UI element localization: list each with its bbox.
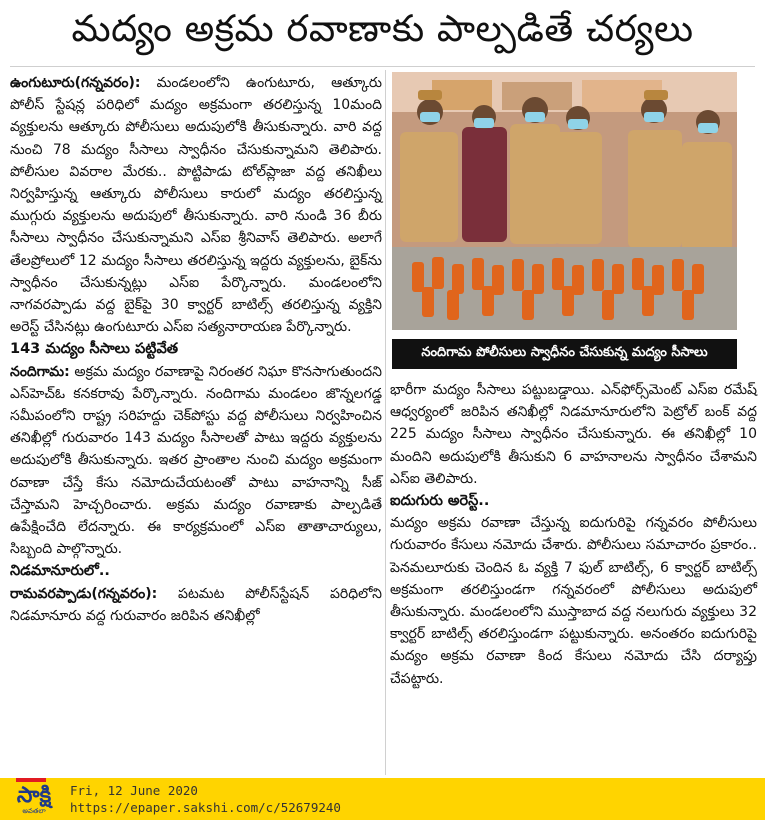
paragraph-gannavaram: మద్యం అక్రమ రవాణా చేస్తున్న ఐదుగురిపై గన్నవరం పోలీసులు గురువారం కేసులు నమోదు చేశారు. పోలీసులు సమాచారం ప్రకారం.. పెనమలూరుకు చెందిన ఓ వ్యక్తి 7 ఫుల్ బాటిల్స్, 6 క్వార్టర్ బాటిల్స్ అక్రమంగా తరలిస్తుండగా గన్నవరంలో పోలీసులు అదుపులో తీసుకున్నారు. మండలంలోని ముస్తాబాద వద్ద నలుగురు వ్యక్తులు 32 క్వార్టర్ బాటిల్స్ తరలిస్తుండగా పట్టుకున్నారు. అనంతరం ఐదుగురిపై మద్యం అక్రమ రవాణా కింద కేసులు నమోదు చేసి దర్యాప్తు చేపట్టారు. bbox=[390, 515, 757, 687]
body-nandigama: అక్రమ మద్యం రవాణాపై నిరంతర నిఘా కొనసాగుతుందని ఎస్‌హెచ్‌ఓ కనకరావు పేర్కొన్నారు. నందిగామ మండలం జొన్నలగడ్డ సమీపంలోని రాష్ట్ర సరిహద్దు చెక్‌పోస్టు వద్ద పోలీసులు నిర్వహించిన తనిఖీల్లో గురువారం 143 మద్యం సీసాలతో పాటు ఇద్దరు వ్యక్తులను అదుపులోకి తీసుకున్నారు. ఇతర ప్రాంతాల నుంచి మద్యం అక్రమంగా రవాణా చేస్తే కేసు నమోదుచేయటంతో పాటు వాహనాన్ని సీజ్ చేస్తామని హెచ్చరించారు. అక్రమ మద్యం రవాణాకు పాల్పడితే ఉపేక్షించేది లేదన్నారు. ఈ కార్యక్రమంలో ఎస్ఐ తాతాచార్యులు, సిబ్బంది పాల్గొన్నారు. bbox=[10, 363, 382, 558]
body-ramavarappadu: పటమట పోలీస్‌స్టేషన్ పరిధిలోని నిడమానూరు వద్ద గురువారం జరిపిన తనిఖీల్లో bbox=[10, 585, 382, 624]
epaper-link[interactable]: https://epaper.sakshi.com/c/52679240 bbox=[70, 800, 341, 815]
sakshi-logo bbox=[8, 783, 60, 817]
dateline-ramavarappadu: రామవరప్పాడు(గన్నవరం): bbox=[10, 585, 158, 602]
logo-text: సాక్షి bbox=[16, 783, 52, 808]
column-divider bbox=[385, 70, 386, 775]
paragraph-ramavarappadu bbox=[10, 583, 382, 627]
headline-rule bbox=[10, 66, 755, 67]
photo-caption: నందిగామ పోలీసులు స్వాధీనం చేసుకున్న మద్యం సీసాలు bbox=[392, 339, 737, 369]
paragraph-nidamanuru-cont: భారీగా మద్యం సీసాలు పట్టుబడ్డాయి. ఎన్‌ఫోర్స్‌మెంట్ ఎస్ఐ రమేష్ ఆధ్వర్యంలో జరిపిన తనిఖీల్లో నిడమానూరులోని పెట్రోల్ బంక్ వద్ద 225 మద్యం సీసాలు స్వాధీనం చేసుకున్నారు. ఈ తనిఖీల్లో 10 మందిని అదుపులోకి తీసుకుని 6 వాహనాలను స్వాధీనం చేశామని ఎస్ఐ తెలిపారు. bbox=[390, 382, 757, 487]
news-photo bbox=[392, 72, 737, 330]
dateline-nandigama: నందిగామ: bbox=[10, 363, 70, 380]
body-ungutur: మండలంలోని ఉంగుటూరు, ఆత్కూరు పోలీస్ స్టేషన్ల పరిధిలో మద్యం అక్రమంగా తరలిస్తున్న 10మంది వ్యక్తులను ఆత్కూరు పోలీసులు అదుపులోకి తీసుకున్నారు. వారి వద్ద నుంచి 78 మద్యం సీసాలు స్వాధీనం చేసుకున్నామని తెలిపారు. పోలీసుల వివరాల మేరకు.. పొట్టిపాడు టోల్‌ప్లాజా వద్ద తనిఖీలు నిర్వహిస్తున్న ఆత్కూరు పోలీసులు కారులో మద్యం తరలిస్తున్న ముగ్గురు వ్యక్తులను అదుపులో తీసుకున్నారు. వారి నుండి 36 బీరు సీసాలు స్వాధీనం చేసుకున్నామని ఎస్ఐ శ్రీనివాస్ తెలిపారు. అలాగే తేలప్రోలులో 12 మద్యం సీసాలు తరలిస్తున్న ఇద్దరు వ్యక్తులను, బైక్‌ను స్వాధీనం చేసుకున్నట్లు ఎస్ఐ పేర్కొన్నారు. మండలంలోని నాగవరప్పాడు వద్ద బైక్‌పై 30 క్వార్టర్ బాటిల్స్ తరలిస్తున్న వ్యక్తిని అరెస్ట్ చేసినట్లు ఉంగుటూరు ఎస్ఐ సత్యనారాయణ పేర్కొన్నారు. bbox=[10, 75, 382, 336]
paragraph-ungutur bbox=[10, 72, 382, 338]
police-seizure-image bbox=[392, 72, 737, 330]
subheading-143-bottles: 143 మద్యం సీసాలు పట్టివేత bbox=[10, 341, 179, 358]
headline: మద్యం అక్రమ రవాణాకు పాల్పడితే చర్యలు bbox=[71, 7, 694, 50]
subheading-nidamanuru: నిడమానూరులో.. bbox=[10, 563, 110, 580]
logo-tagline: అవతలా bbox=[22, 807, 46, 815]
edition-date: Fri, 12 June 2020 bbox=[70, 783, 198, 798]
left-column bbox=[10, 72, 382, 627]
subheading-five-arrested: ఐదుగురు అరెస్ట్.. bbox=[390, 493, 490, 510]
right-column bbox=[390, 379, 757, 690]
dateline-ungutur: ఉంగుటూరు(గన్నవరం): bbox=[10, 75, 141, 91]
paragraph-nandigama bbox=[10, 361, 382, 561]
logo-accent bbox=[16, 778, 46, 782]
